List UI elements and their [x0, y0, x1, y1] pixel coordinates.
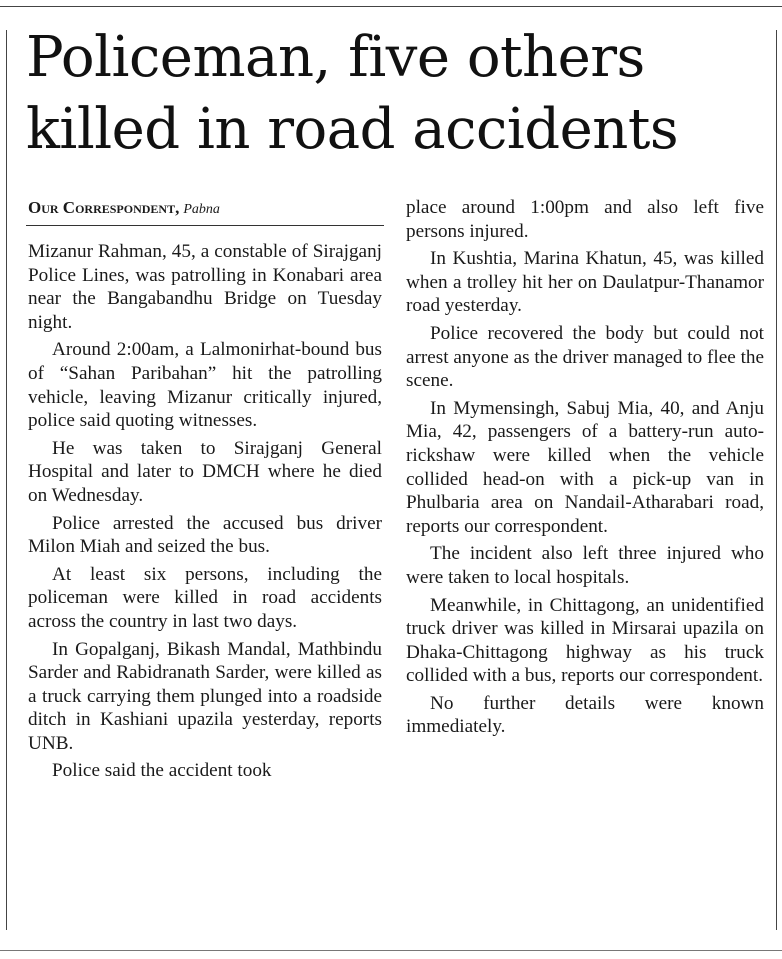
- paragraph: Police recovered the body but could not arrest anyone as the driver managed to flee the scene.: [406, 322, 765, 392]
- byline-author: Our Correspondent,: [28, 198, 180, 217]
- bottom-border: [0, 950, 782, 951]
- byline-rule: [26, 225, 384, 226]
- byline: [28, 198, 388, 220]
- right-column: [406, 196, 764, 743]
- paragraph: In Kushtia, Marina Khatun, 45, was killed when a trolley hit her on Daulatpur-Thanamor road yesterday.: [406, 248, 764, 317]
- headline: Policeman, five others killed in road accidents: [26, 25, 679, 162]
- left-column: [28, 240, 382, 787]
- paragraph: Meanwhile, in Chittagong, an unidentified truck driver was killed in Mirsarai upazila on Dhaka-Chittagong highway as his truck collided with a bus, reports our correspondent.: [406, 594, 764, 687]
- paragraph: Police said the accident took: [52, 760, 272, 782]
- paragraph: In Mymensingh, Sabuj Mia, 40, and Anju Mia, 42, passengers of a battery-run auto-rickshaw were killed when the vehicle collided head-on with a pick-up van in Phulbaria area on Nandail-Atharabari road, reports our correspondent.: [406, 397, 764, 537]
- paragraph: Mizanur Rahman, 45, a constable of Sirajganj Police Lines, was patrolling in Konabari area near the Bangabandhu Bridge on Tuesday night.: [28, 241, 382, 333]
- paragraph: In Gopalganj, Bikash Mandal, Mathbindu Sarder and Rabidranath Sarder, were killed as a truck carrying them plunged into a roadside ditch in Kashiani upazila yesterday, reports UNB.: [28, 638, 382, 754]
- paragraph: place around 1:00pm and also left five persons injured.: [406, 197, 764, 242]
- right-border: [776, 30, 777, 930]
- top-border: [0, 6, 782, 7]
- paragraph: At least six persons, including the policeman were killed in road accidents across the country in last two days.: [28, 563, 382, 632]
- paragraph: He was taken to Sirajganj General Hospital and later to DMCH where he died on Wednesday.: [28, 437, 382, 506]
- paragraph: No further details were known immediately.: [406, 692, 764, 738]
- paragraph: Police arrested the accused bus driver Milon Miah and seized the bus.: [28, 512, 382, 558]
- paragraph: Around 2:00am, a Lalmonirhat-bound bus of “Sahan Paribahan” hit the patrolling vehicle, leaving Mizanur critically injured, police said quoting witnesses.: [28, 339, 382, 432]
- paragraph: The incident also left three injured who were taken to local hospitals.: [406, 543, 764, 588]
- byline-place: Pabna: [183, 202, 220, 217]
- left-border: [6, 30, 7, 930]
